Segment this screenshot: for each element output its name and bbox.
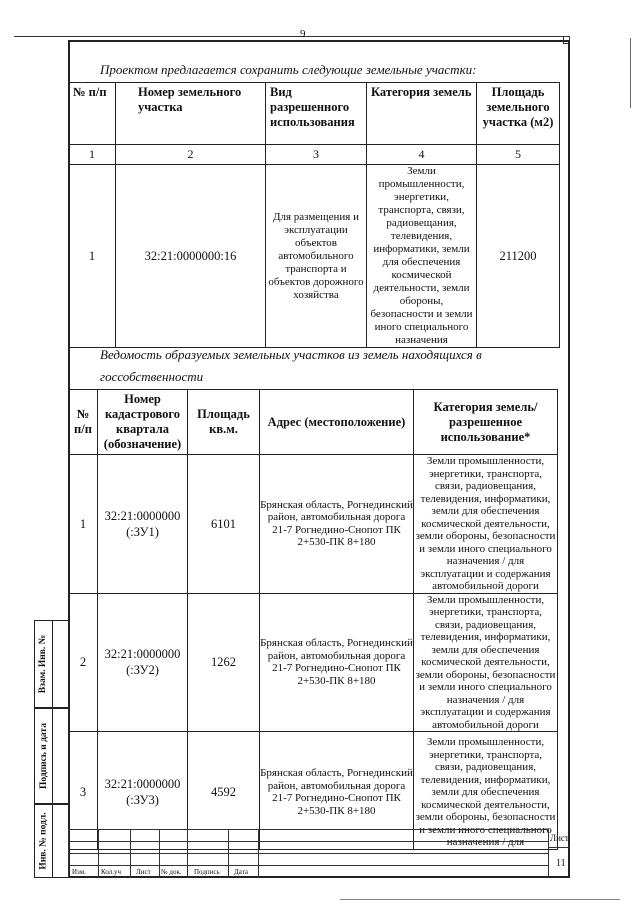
header-permitted-use: Вид разрешенного использования xyxy=(266,83,367,145)
sheet-separator xyxy=(548,847,570,848)
cadastral-number: 32:21:0000000 (:ЗУ2) xyxy=(98,593,188,732)
row-number: 1 xyxy=(69,455,98,594)
plot-category: Земли промышленности, энергетики, транспорта, связи, радиовещания, телевидения, информатики, земли для обеспечения космической деятельности, земли обороны, безопасности и земли иного специального назначения / для эксплуатации и содержания автомобильной дороги xyxy=(414,593,558,732)
cadastral-number: 32:21:0000000:16 xyxy=(116,165,266,348)
header-plot-area: Площадь земельного участка (м2) xyxy=(477,83,560,145)
plot-area: 4592 xyxy=(188,732,260,850)
stamp-label: Кол.уч xyxy=(101,868,121,876)
formed-plots-table xyxy=(68,389,558,850)
section2-caption-line2: госсобственности xyxy=(100,369,204,384)
side-label: Инв. № подл. xyxy=(38,812,49,870)
table-row xyxy=(69,593,558,732)
header-address: Адрес (местоположение) xyxy=(260,390,414,455)
header-category: Категория земель/ разрешенное использование* xyxy=(414,390,558,455)
column-number: 2 xyxy=(116,145,266,165)
table-header-row xyxy=(69,83,560,145)
header-cadastral-quarter: Номер кадастрового квартала (обозначение) xyxy=(98,390,188,455)
column-number: 4 xyxy=(367,145,477,165)
row-number: 3 xyxy=(69,732,98,850)
plot-category: Земли промышленности, энергетики, транспорта, связи, радиовещания, телевидения, информатики, земли для обеспечения космической деятельности, земли обороны, безопасности и земли иного специального назначения / для эксплуатации и содержания автомобильной дороги xyxy=(414,455,558,594)
side-stamp-replacement xyxy=(34,620,68,708)
cadastral-number: 32:21:0000000 (:ЗУ1) xyxy=(98,455,188,594)
frame-top-line xyxy=(14,36,570,37)
title-block xyxy=(68,829,570,878)
plot-category: Земли промышленности, энергетики, транспорта, связи, радиовещания, телевидения, информатики, земли для обеспечения космической деятельности, земли обороны, безопасности и земли иного специального назначения / для xyxy=(414,732,558,850)
scan-edge-line xyxy=(630,38,631,108)
row-number: 1 xyxy=(69,165,116,348)
stamp-label: Изм. xyxy=(72,868,86,876)
side-label: Подпись и дата xyxy=(38,723,49,789)
scan-bottom-line xyxy=(340,899,620,900)
section1-caption: Проектом предлагается сохранить следующие земельные участки: xyxy=(100,62,477,77)
plot-address: Брянская область, Рогнединский район, автомобильная дорога 21-7 Рогнедино-Снопот ПК 2+530-ПК 8+180 xyxy=(260,732,414,850)
table-header-row xyxy=(69,390,558,455)
header-plot-number: Номер земельного участка xyxy=(116,83,266,145)
header-number: № п/п xyxy=(69,83,116,145)
sheet-number: 11 xyxy=(556,858,566,869)
plot-area: 1262 xyxy=(188,593,260,732)
row-number: 2 xyxy=(69,593,98,732)
header-area: Площадь кв.м. xyxy=(188,390,260,455)
column-number: 5 xyxy=(477,145,560,165)
header-land-category: Категория земель xyxy=(367,83,477,145)
plot-area: 211200 xyxy=(477,165,560,348)
stamp-label: Подпись xyxy=(194,868,220,876)
column-number: 3 xyxy=(266,145,367,165)
stamp-label: № док. xyxy=(161,868,182,876)
header-number: № п/п xyxy=(69,390,98,455)
plot-area: 6101 xyxy=(188,455,260,594)
side-stamp-inventory xyxy=(34,804,68,878)
cadastral-number: 32:21:0000000 (:ЗУ3) xyxy=(98,732,188,850)
stamp-label: Лист xyxy=(136,868,151,876)
page-top-number: 9 xyxy=(300,28,306,40)
stamp-label: Дата xyxy=(234,868,248,876)
side-stamp-signature xyxy=(34,708,68,804)
plot-address: Брянская область, Рогнединский район, автомобильная дорога 21-7 Рогнедино-Снопот ПК 2+530-ПК 8+180 xyxy=(260,455,414,594)
preserved-plots-table xyxy=(68,82,560,348)
side-label: Взам. Инв. № xyxy=(38,634,49,694)
column-number: 1 xyxy=(69,145,116,165)
section2-caption-line1: Ведомость образуемых земельных участков из земель находящихся в xyxy=(100,347,482,362)
table-row xyxy=(69,165,560,348)
sheet-label: Лист xyxy=(550,833,569,843)
column-number-row xyxy=(69,145,560,165)
permitted-use: Для размещения и эксплуатации объектов автомобильного транспорта и объектов дорожного хозяйства xyxy=(266,165,367,348)
land-category: Земли промышленности, энергетики, транспорта, связи, радиовещания, телевидения, информатики, земли для обеспечения космической деятельности, земли обороны, безопасности и земли иного специального назначения xyxy=(367,165,477,348)
table-row xyxy=(69,455,558,594)
plot-address: Брянская область, Рогнединский район, автомобильная дорога 21-7 Рогнедино-Снопот ПК 2+530-ПК 8+180 xyxy=(260,593,414,732)
